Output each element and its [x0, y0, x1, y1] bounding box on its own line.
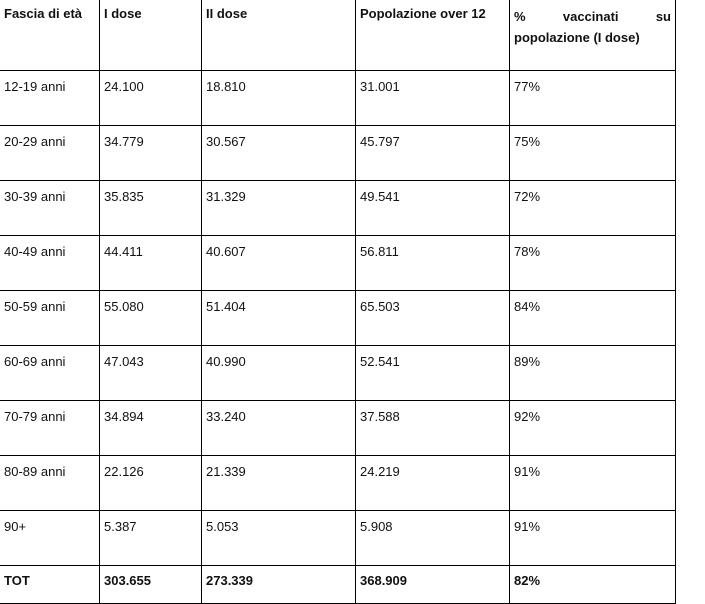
cell-age-group: 80-89 anni — [0, 456, 100, 511]
total-row — [0, 566, 676, 604]
total-second-dose: 273.339 — [202, 566, 356, 604]
total-population: 368.909 — [356, 566, 510, 604]
cell-age-group: 40-49 anni — [0, 236, 100, 291]
cell-percent: 77% — [510, 71, 676, 126]
cell-percent: 84% — [510, 291, 676, 346]
cell-first-dose: 24.100 — [100, 71, 202, 126]
cell-first-dose: 5.387 — [100, 511, 202, 566]
cell-population: 56.811 — [356, 236, 510, 291]
cell-population: 37.588 — [356, 401, 510, 456]
cell-second-dose: 33.240 — [202, 401, 356, 456]
total-percent: 82% — [510, 566, 676, 604]
cell-age-group: 12-19 anni — [0, 71, 100, 126]
cell-percent: 89% — [510, 346, 676, 401]
table-row — [0, 401, 676, 456]
cell-first-dose: 47.043 — [100, 346, 202, 401]
cell-second-dose: 18.810 — [202, 71, 356, 126]
table-row — [0, 291, 676, 346]
cell-population: 5.908 — [356, 511, 510, 566]
table-row — [0, 346, 676, 401]
cell-population: 24.219 — [356, 456, 510, 511]
table-row — [0, 511, 676, 566]
table-row — [0, 456, 676, 511]
table-row — [0, 126, 676, 181]
header-population: Popolazione over 12 — [356, 0, 510, 71]
cell-percent: 91% — [510, 511, 676, 566]
cell-population: 49.541 — [356, 181, 510, 236]
cell-population: 31.001 — [356, 71, 510, 126]
cell-first-dose: 34.779 — [100, 126, 202, 181]
header-percent-vaccinated: % vaccinati su popolazione (I dose) — [510, 0, 676, 71]
table-row — [0, 181, 676, 236]
cell-second-dose: 30.567 — [202, 126, 356, 181]
cell-first-dose: 34.894 — [100, 401, 202, 456]
header-row — [0, 0, 676, 71]
cell-first-dose: 44.411 — [100, 236, 202, 291]
cell-second-dose: 51.404 — [202, 291, 356, 346]
cell-first-dose: 35.835 — [100, 181, 202, 236]
cell-percent: 91% — [510, 456, 676, 511]
cell-age-group: 60-69 anni — [0, 346, 100, 401]
cell-second-dose: 40.607 — [202, 236, 356, 291]
cell-population: 52.541 — [356, 346, 510, 401]
cell-age-group: 70-79 anni — [0, 401, 100, 456]
total-first-dose: 303.655 — [100, 566, 202, 604]
cell-second-dose: 21.339 — [202, 456, 356, 511]
cell-second-dose: 40.990 — [202, 346, 356, 401]
header-age-group: Fascia di età — [0, 0, 100, 71]
cell-percent: 75% — [510, 126, 676, 181]
cell-second-dose: 31.329 — [202, 181, 356, 236]
cell-age-group: 50-59 anni — [0, 291, 100, 346]
cell-percent: 92% — [510, 401, 676, 456]
cell-population: 45.797 — [356, 126, 510, 181]
header-first-dose: I dose — [100, 0, 202, 71]
table-row — [0, 236, 676, 291]
cell-percent: 72% — [510, 181, 676, 236]
cell-second-dose: 5.053 — [202, 511, 356, 566]
cell-population: 65.503 — [356, 291, 510, 346]
cell-first-dose: 55.080 — [100, 291, 202, 346]
table-row — [0, 71, 676, 126]
header-second-dose: II dose — [202, 0, 356, 71]
cell-age-group: 20-29 anni — [0, 126, 100, 181]
total-label: TOT — [0, 566, 100, 604]
cell-first-dose: 22.126 — [100, 456, 202, 511]
cell-percent: 78% — [510, 236, 676, 291]
cell-age-group: 30-39 anni — [0, 181, 100, 236]
cell-age-group: 90+ — [0, 511, 100, 566]
